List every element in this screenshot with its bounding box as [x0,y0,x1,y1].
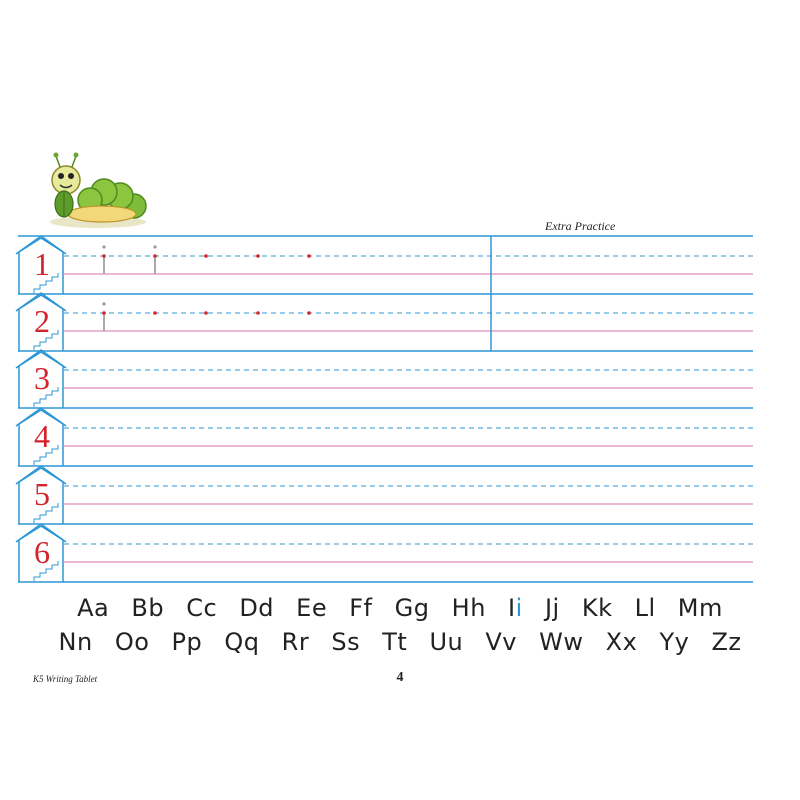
letter-pair: Cc [186,594,218,622]
letter-pair: Nn [58,628,93,656]
letter-pair: Tt [382,628,408,656]
letter-pair: Vv [485,628,517,656]
tracing-guides-row-1 [102,245,311,274]
row-number-4: 4 [34,418,50,454]
letter-pair: Gg [394,594,430,622]
row-number-6: 6 [34,534,50,570]
letter-pair: Jj [544,594,560,622]
row-number-2: 2 [34,303,50,339]
letter-pair: Dd [239,594,275,622]
row-number-3: 3 [34,360,50,396]
letter-pair-highlighted: Ii [508,594,523,622]
letter-pair: Ww [539,628,584,656]
letter-pair: Ee [296,594,328,622]
letter-pair: Bb [131,594,165,622]
row-number-1: 1 [34,246,50,282]
letter-pair: Ss [331,628,361,656]
letter-pair: Oo [114,628,150,656]
letter-pair: Qq [224,628,260,656]
letter-pair: Yy [659,628,690,656]
letter-pair: Ll [634,594,656,622]
letter-pair: Zz [711,628,742,656]
row-number-5: 5 [34,476,50,512]
book-title: K5 Writing Tablet [33,674,98,684]
letter-pair: Mm [677,594,723,622]
extra-practice-label: Extra Practice [545,219,616,233]
letter-pair: Ff [349,594,373,622]
page-number: 4 [396,670,404,685]
letter-pair: Uu [429,628,464,656]
letter-pair: Rr [281,628,310,656]
alphabet-line-2 [0,628,800,656]
letter-pair: Hh [451,594,486,622]
letter-pair: Kk [581,594,613,622]
letter-pair: Aa [77,594,110,622]
alphabet-line-1 [0,594,800,622]
letter-pair: Pp [171,628,203,656]
tracing-guides-row-2 [102,302,311,331]
letter-pair: Xx [605,628,638,656]
